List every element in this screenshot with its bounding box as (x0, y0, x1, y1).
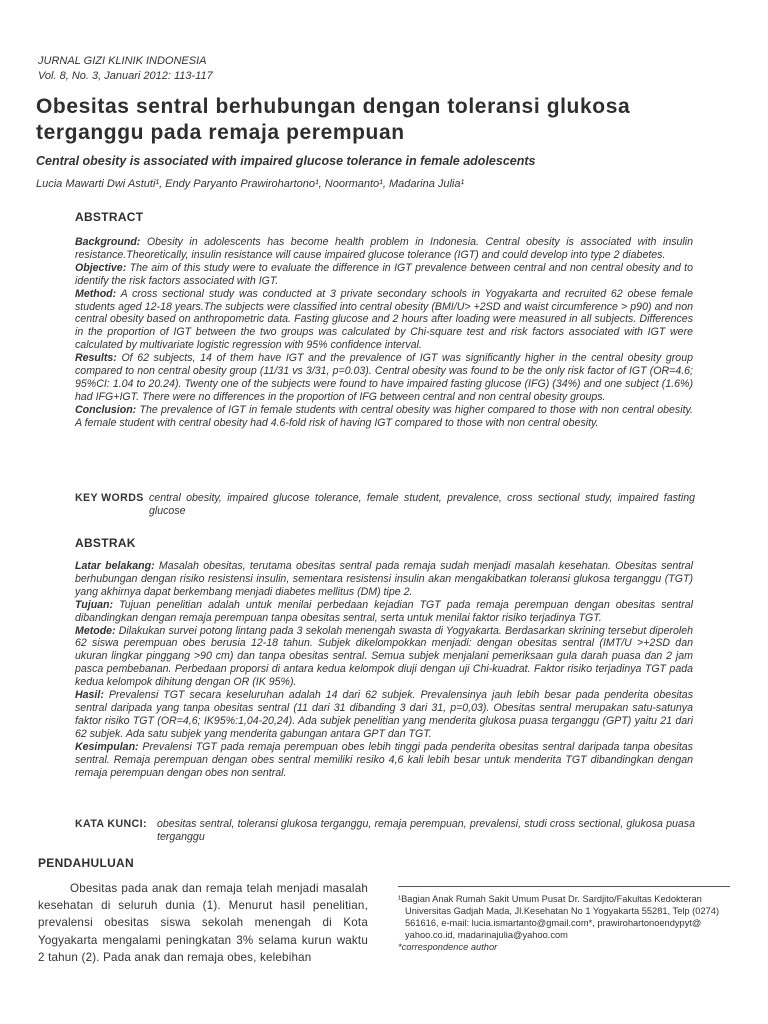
abstrak-label: Kesimpulan: (75, 740, 139, 753)
footnote-correspondence: *correspondence author (398, 942, 498, 952)
keywords-label: KEY WORDS (75, 492, 144, 504)
abstract-text: Obesity in adolescents has become health problem in Indonesia. Central obesity is associated with insulin resistance.Theoretically, insulin resistance will cause impaired glucose tolerance (IGT) and could develop into type 2 diabetes. (75, 236, 694, 261)
authors: Lucia Mawarti Dwi Astuti¹, Endy Paryanto Prawirohartono¹, Noormanto¹, Madarina Julia¹ (36, 178, 465, 190)
kata-kunci-label: KATA KUNCI: (75, 818, 147, 830)
abstrak-latar-belakang (75, 560, 693, 599)
abstract-heading: ABSTRACT (75, 210, 144, 224)
journal-volume: Vol. 8, No. 3, Januari 2012: 113-117 (38, 70, 213, 82)
abstrak-tujuan (75, 599, 693, 625)
abstract-label: Method: (75, 287, 117, 300)
abstrak-label: Metode: (75, 624, 116, 637)
abstrak-text: Tujuan penelitian adalah untuk menilai perbedaan kejadian TGT pada remaja perempuan dengan obesitas sentral dibandingkan dengan remaja perempuan tanpa obesitas sentral, serta untuk menilai faktor risiko terjadinya TGT. (75, 598, 694, 624)
abstract-text: A cross sectional study was conducted at 3 private secondary schools in Yogyakarta and recruited 62 obese female students aged 12-18 years.The subjects were classified into central obesity (BMI/U> +2SD and waist circumference > p90) and non central obesity based on anthropometric data. Fasting glucose and 2 hours after loading were measured in all subjects. Differences in the proportion of IGT between the two groups was calculated by Chi-square test and risk factors associated with IGT were calculated by multivariate logistic regression with 95% confidence interval. (75, 287, 693, 352)
abstract-body (75, 236, 693, 430)
abstract-results (75, 352, 693, 404)
abstrak-text: Masalah obesitas, terutama obesitas sentral pada remaja sudah menjadi masalah kesehatan. Obesitas sentral berhubungan dengan risiko resistensi insulin, sementara resistensi insulin akan mengakibatkan toleransi glukosa terganggu (TGT) yang akhirnya dapat berkembang menjadi diabetes mellitus (DM) tipe 2. (75, 560, 693, 598)
article-title: Obesitas sentral berhubungan dengan toleransi glukosa terganggu pada remaja perempuan (36, 95, 631, 144)
abstrak-body (75, 560, 693, 779)
intro-body (38, 880, 368, 966)
abstract-background (75, 236, 693, 262)
article-subtitle: Central obesity is associated with impaired glucose tolerance in female adolescents (36, 154, 536, 168)
abstract-text: The aim of this study were to evaluate the difference in IGT prevalence between central and non central obesity and to identify the risk factors associated with IGT. (75, 261, 693, 287)
abstract-label: Conclusion: (75, 403, 137, 416)
abstract-label: Results: (75, 352, 117, 365)
footnote (398, 893, 733, 953)
abstract-method (75, 288, 693, 353)
abstract-conclusion (75, 404, 693, 430)
abstrak-label: Latar belakang: (75, 560, 155, 572)
keywords (75, 492, 695, 520)
abstract-label: Background: (75, 236, 141, 248)
abstrak-hasil (75, 689, 693, 741)
intro-heading: PENDAHULUAN (38, 856, 134, 870)
abstrak-heading: ABSTRAK (75, 536, 136, 550)
abstrak-kesimpulan (75, 741, 693, 780)
kata-kunci-text: obesitas sentral, toleransi glukosa terganggu, remaja perempuan, prevalensi, studi cross sectional, glukosa puasa terganggu (157, 818, 695, 843)
abstrak-metode (75, 625, 693, 690)
abstract-text: Of 62 subjects, 14 of them have IGT and the prevalence of IGT was significantly higher in the central obesity group compared to non central obesity group (11/31 vs 3/31, p=0.03). Central obesity was found to be the only risk factor of IGT (OR=4.6; 95%CI: 1.04 to 20.24). Twenty one of the subjects were found to have impaired fasting glucose (IFG) (34%) and one subject (1.6%) had IFG+IGT. There were no differences in the proportion of IFG between central and non central obesity groups. (75, 352, 693, 403)
keywords-text: central obesity, impaired glucose tolerance, female student, prevalence, cross sectional study, impaired fasting glucose (149, 492, 695, 517)
abstrak-text: Prevalensi TGT pada remaja perempuan obes lebih tinggi pada penderita obesitas sentral daripada tanpa obesitas sentral. Remaja perempuan dengan obes sentral memiliki resiko 4,6 kali lebih besar untuk menderita TGT dibandingkan dengan remaja perempuan dengan obes non sentral. (75, 740, 693, 779)
kata-kunci (75, 818, 695, 846)
journal-name: JURNAL GIZI KLINIK INDONESIA (38, 55, 207, 67)
footnote-divider (398, 886, 730, 887)
journal-header (38, 54, 213, 84)
abstract-label: Objective: (75, 261, 127, 274)
abstract-objective (75, 262, 693, 288)
intro-paragraph: Obesitas pada anak dan remaja telah menjadi masalah kesehatan di seluruh dunia (1). Menurut hasil penelitian, prevalensi obesitas siswa sekolah menengah di Kota Yogyakarta mengalami peningkatan 3% selama kurun waktu 2 tahun (2). Pada anak dan remaja obes, kelebihan (38, 882, 368, 964)
abstrak-text: Dilakukan survei potong lintang pada 3 sekolah menengah swasta di Yogyakarta. Berdasarkan skrining tersebut diperoleh 62 siswa perempuan obes berusia 12-18 tahun. Subjek dikelompokkan menjadi: dengan obesitas sentral (IMT/U >+2SD dan ukuran lingkar pinggang >90 cm) dan tanpa obesitas sentral. Semua subjek menjalani pemeriksaan gula darah puasa dan 2 jam pasca pembebanan. Perbedaan proporsi di antara kedua kelompok diuji dengan uji Chi-kuadrat. Faktor risiko terjadinya TGT pada kedua kelompok dihitung dengan OR (IK 95%). (75, 624, 693, 689)
abstrak-label: Tujuan: (75, 598, 114, 611)
abstract-text: The prevalence of IGT in female students with central obesity was higher compared to those with non central obesity. A female student with central obesity had 4.6-fold risk of having IGT compared to those with non central obesity. (75, 403, 693, 429)
abstrak-label: Hasil: (75, 689, 104, 702)
abstrak-text: Prevalensi TGT secara keseluruhan adalah 14 dari 62 subjek. Prevalensinya jauh lebih besar pada penderita obesitas sentral daripada yang tanpa obesitas sentral (11 dari 31 dibanding 3 dari 31, p=0,03). Obesitas sentral merupakan satu-satunya faktor risiko TGT (OR=4,6; IK95%:1,04-20,24). Ada subjek penelitian yang menderita glukosa puasa terganggu (GPT) yaitu 21 dari 62 subjek. Ada satu subjek yang menderita gabungan antara GPT dan TGT. (75, 689, 693, 740)
footnote-affiliation: ¹Bagian Anak Rumah Sakit Umum Pusat Dr. Sardjito/Fakultas Kedokteran Universitas Gadjah Mada, Jl.Kesehatan No 1 Yogyakarta 55281, Telp (0274) 561616, e-mail: lucia.ismartanto@gmail.com*, prawirohartonoendypyt@ yahoo.co.id, madarinajulia@yahoo.com (398, 894, 720, 940)
